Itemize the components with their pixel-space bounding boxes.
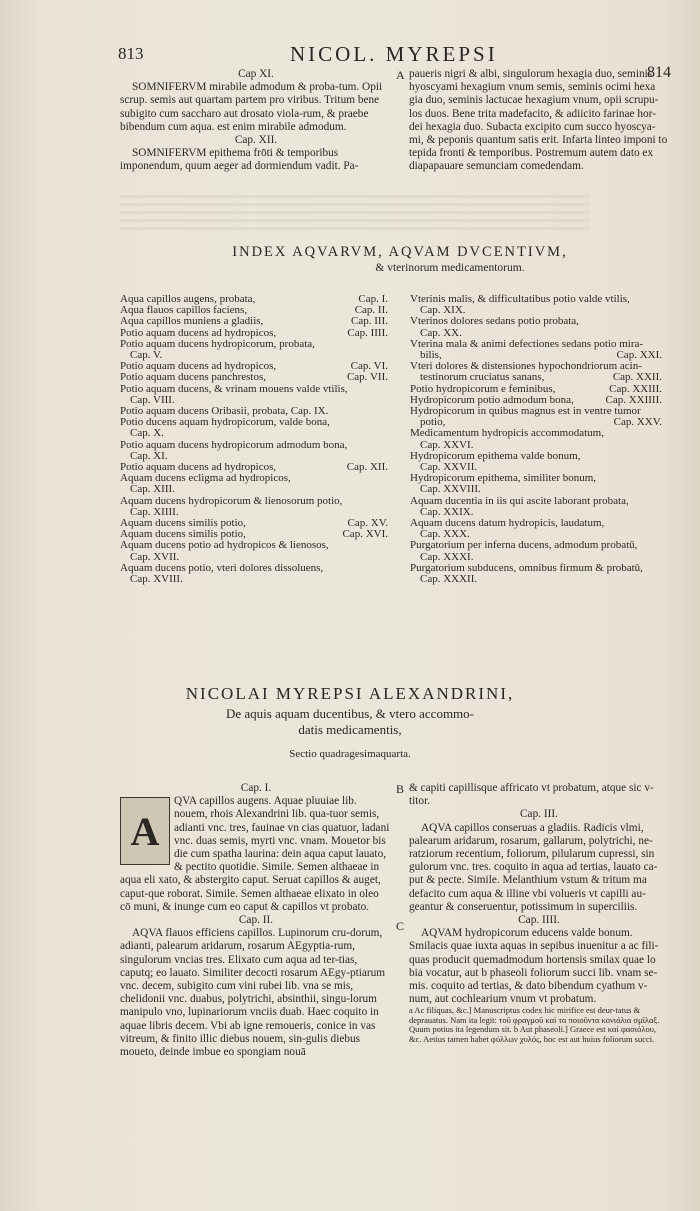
chapter-text [120,795,392,914]
index-entry-chapter: Cap. XXI. [616,349,662,362]
index-entry-text: Cap. XXVIII. [420,483,481,496]
index-entry-text: Cap. XIIII. [130,505,179,518]
index-entry-text: Aquam ducens similis potio, [120,528,246,541]
chapter-heading: Cap. II. [238,914,274,927]
index-entry-text: potio, [420,416,446,429]
index-entry-text: bilis, [420,349,442,362]
index-entry-text: Aquam ducens hydropicorum & lienosorum potio, [120,494,343,507]
chapter-text: AQVA flauos efficiens capillos. Lupinorum cru-dorum, adianti, palearum aridarum, rosarum AEgyptia-rum, singulorum vncias tres. Elixato cum aqua ad ter-tias, caputq; eo lauato. Similiter decocti rosarum AEgy-ptiarum vnc. decem, subigito cum vini rubei lib. vna se mis, chelidonii vnc. duabus, polytrichi, absinthii, singu-lorum manipulo vno, lupinariorum vnciis duab. Haec coquito in aquae libris decem. Vbi ab igne remoueris, conice in vas vitreum, & finito illic diebus nouem, sin-gulis diebus moueto, deinde imbue eo spongiam nouā [120,927,386,1059]
index-entry-text: Purgatorium subducens, omnibus firmum & probatū, [410,561,643,574]
index-entry-chapter: Cap. XV. [347,517,388,530]
index-entry-text: Cap. XXXII. [420,573,478,586]
chapter-text: paueris nigri & albi, singulorum hexagia duo, seminis hyoscyami hexagium vnum semis, seminis ocimi hexa gia duo, seminis lactucae hexagium vnum, opii scrupu-los duos. Bene trita madefacito, & adiicito farinae hor-dei hexagia duo. Subacta excipito cum succo hyoscya-mi, & peponis quantum satis erit. Infarta linteo imponi to tepida fronti & temporibus. Postremum autem dato ex diapapauare semunciam comedendam. [409,68,668,173]
index-entry-text: Cap. XXX. [420,528,470,541]
index-entry-text: Cap. XXIX. [420,505,474,518]
index-entry-text: Aqua capillos augens, probata, [120,293,256,305]
index-entry-chapter: Cap. XVI. [342,528,388,541]
chapter-text: AQVA capillos conseruas a gladiis. Radicis vlmi, palearum aridarum, rosarum, gallarum, polytrichi, ne-ratziorum recentium, foliorum, pilularum cupressi, sin gulorum vnc. tres. coquito in aqua ad tertias, lauato ca-put & pecte. Simile. Melanthium vstum & tritum ma defacito cum aqua & illine vbi volueris vt capilli au-geantur & conseruentur, potissimum in superciliis. [409,821,658,913]
index-entry-chapter: Cap. XXII. [612,371,662,384]
index-entry-chapter: Cap. VII. [346,371,388,384]
footnotes: a Ac filiquas, &c.] Manuscriptus codex hic mirifice est deur-tatus & deprauatus. Nam ita legit: τοῦ φραγμοῦ καὶ τα ποιοῦντα κονιάλια σμῖλαξ. Quum potius ita legendum sit. b Aut phaseoli.] Graece est καὶ φασιόλου, &c. Aetius tamen habet φύλλων χυλός, hoc est aut huius foliorum succi. [409,1005,660,1044]
index-entry-chapter: Cap. IIII. [347,326,388,339]
index-entry-text: Aquam ducens datum hydropicis, laudatum, [410,517,605,530]
chapter-heading: Cap. XII. [234,134,278,147]
index-entry-text: Aqua capillos muniens a gladiis, [120,315,264,328]
running-title: NICOL. MYREPSI [290,42,498,66]
index-entry-text: Cap. XXXI. [420,550,474,563]
index-entry-text: Vterinis malis, & difficultatibus potio valde vtilis, [410,293,630,305]
bleed-through-shadow [120,190,590,230]
index-entry-text: Potio aquam ducens, & vrinam mouens valde vtilis, [120,382,348,395]
chapter-heading: Cap. I. [240,782,272,794]
index-entry-text: Cap. XIII. [130,483,175,496]
index-entry-chapter: Cap. II. [354,304,388,317]
chapter-heading: Cap. III. [520,808,558,821]
margin-marker-c: C [396,919,405,933]
index-entry-chapter: Cap. I. [358,293,388,305]
section-subtitle-line1: De aquis aquam ducentibus, & vtero accommo- [225,706,474,721]
folio-left: 813 [118,44,144,63]
index-entry-text: Potio aquam ducens ad hydropicos, [120,326,277,339]
chapter-text: & capiti capillisque affricato vt probatum, atque sic v-titor. [409,782,654,808]
chapter-text: SOMNIFERVM mirabile admodum & proba-tum. Opii scrup. semis aut quartam partem pro viribus. Tritum bene subigito cum saccharo aut drosato viola-rum, & praebe bibendum cum aqua. est enim mirabile admodum. [120,81,383,133]
top-left-column [120,68,392,174]
index-entry-text: Potio aquam ducens panchrestos, [120,371,267,384]
index-entry-text: Cap. XVIII. [130,573,183,586]
chapter-text-body: QVA capillos augens. Aquae pluuiae lib. nouem, rhois Alexandrini lib. qua-tuor semis, adianti vnc. tres, fauinae vn cias quatuor, ladani vnc. duas semis, myrti vnc. vnam. Mouetor bis die cum spatha laurina: dein aqua caput lauato, & pectito quotidie. Simile. Semen althaeae in aqua eli xato, & abstergito caput. Seruat capillos & auget, caput-que roborat. Simile. Semen althaeae elixato in oleo cō muni, & inunge cum eo caput & capillos vt probato. [120,795,390,913]
index-entry-text: Potio aquam ducens hydropicorum admodum bona, [120,438,348,451]
index-entry-text: Cap. XXVI. [420,438,474,451]
index-entry-text: testinorum cruciatus sanans, [420,371,545,384]
index-entry-text: Aquam ducens similis potio, [120,517,246,530]
index-entry-text: Potio aquam ducens ad hydropicos, [120,461,277,474]
bottom-right-column [409,782,669,1044]
chapter-heading: Cap. IIII. [518,914,560,927]
index-entry-text: Purgatorium per inferna ducens, admodum probatū, [410,539,638,552]
index-entry-text: Hydropicorum epithema valde bonum, [410,449,581,462]
index-entry-chapter: Cap. III. [351,315,388,328]
index-entry-text: Aquam ducens potio ad hydropicos & lienosos, [120,539,329,552]
margin-marker-a: A [396,68,405,82]
section-number: Sectio quadragesimaquarta. [289,748,411,760]
chapter-heading: Cap XI. [238,68,274,80]
index-entry-text: Medicamentum hydropicis accommodatum, [410,427,604,440]
section-subtitle-line2: datis medicamentis, [298,722,402,737]
index-title: INDEX AQVARVM, AQVAM DVCENTIVM, [232,244,568,260]
index-entry-text: Cap. VIII. [130,393,175,406]
section-title: NICOLAI MYREPSI ALEXANDRINI, [185,684,515,703]
index-entry-text: Potio aquam ducens ad hydropicos, [120,360,277,373]
index-entry-text: Cap. XXVII. [420,461,478,474]
index-entry-text: Potio hydropicorum e feminibus, [410,382,556,395]
index-entry-text: Vterina mala & animi defectiones sedans potio mira- [410,337,644,350]
index-entry-text: Cap. X. [130,427,164,440]
index-entry-text: Cap. XX. [420,326,462,339]
bottom-left-column [120,782,392,1059]
index-subtitle: & vterinorum medicamentorum. [375,262,525,274]
folio-right: 814 [647,64,671,81]
index-left-column [120,294,388,585]
index-entry-text: Aquam ducens ecligma ad hydropicos, [120,472,291,485]
index-entry-text: Cap. XIX. [420,304,466,317]
index-entry-text: Aquam ducens potio, vteri dolores dissoluens, [120,561,324,574]
index-entry-text: Vteri dolores & distensiones hypochondriorum acin- [410,360,642,373]
margin-marker-b: B [396,782,405,796]
index-entry-text: Cap. XVII. [130,550,180,563]
index-entry-text: Cap. XI. [130,449,168,462]
index-entry-chapter: Cap. XXV. [613,416,662,429]
index-entry-chapter: Cap. XXIIII. [605,393,662,406]
index-entry-text: Potio ducens aquam hydropicorum, valde bona, [120,416,330,429]
top-right-column [409,68,669,174]
index-right-column [410,294,662,585]
index-entry [410,574,662,585]
index-entry [410,339,662,350]
index-entry-text: Vterinos dolores sedans potio probata, [410,315,579,328]
chapter-text: AQVAM hydropicorum educens valde bonum. Smilacis quae iuxta aquas in sepibus inuenitur a ac fili-quas producit quemadmodum hortensis smilax quae lo bia vocatur, aut b phaseoli foliorum succi lib. vnam se-mis. coquito ad tertias, & dato bibendum cyathum v-num, aut cochlearium vnum vt probatum. [409,927,659,1006]
index-entry-text: Potio aquam ducens hydropicorum, probata, [120,337,315,350]
decorated-initial: A [120,797,170,865]
index-entry [410,406,662,417]
index-entry-text: Potio aquam ducens Oribasii, probata, Cap. IX. [120,405,329,418]
chapter-text: SOMNIFERVM epithema frōti & temporibus imponendum, quum aeger ad dormiendum vadit. Pa- [120,147,359,173]
index-entry-text: Hydropicorum potio admodum bona, [410,393,574,406]
index-entry-text: Hydropicorum epithema, similiter bonum, [410,472,597,485]
index-entry-chapter: Cap. VI. [350,360,388,373]
index-entry-text: Aquam ducentia in iis qui ascite laborant probata, [410,494,629,507]
index-entry-text: Hydropicorum in quibus magnus est in ventre tumor [410,405,641,418]
index-entry-text: Cap. V. [130,349,163,362]
index-entry [120,574,388,585]
index-entry-chapter: Cap. XII. [346,461,388,474]
index-entry-chapter: Cap. XXIII. [609,382,662,395]
index-entry-text: Aqua flauos capillos faciens, [120,304,248,317]
